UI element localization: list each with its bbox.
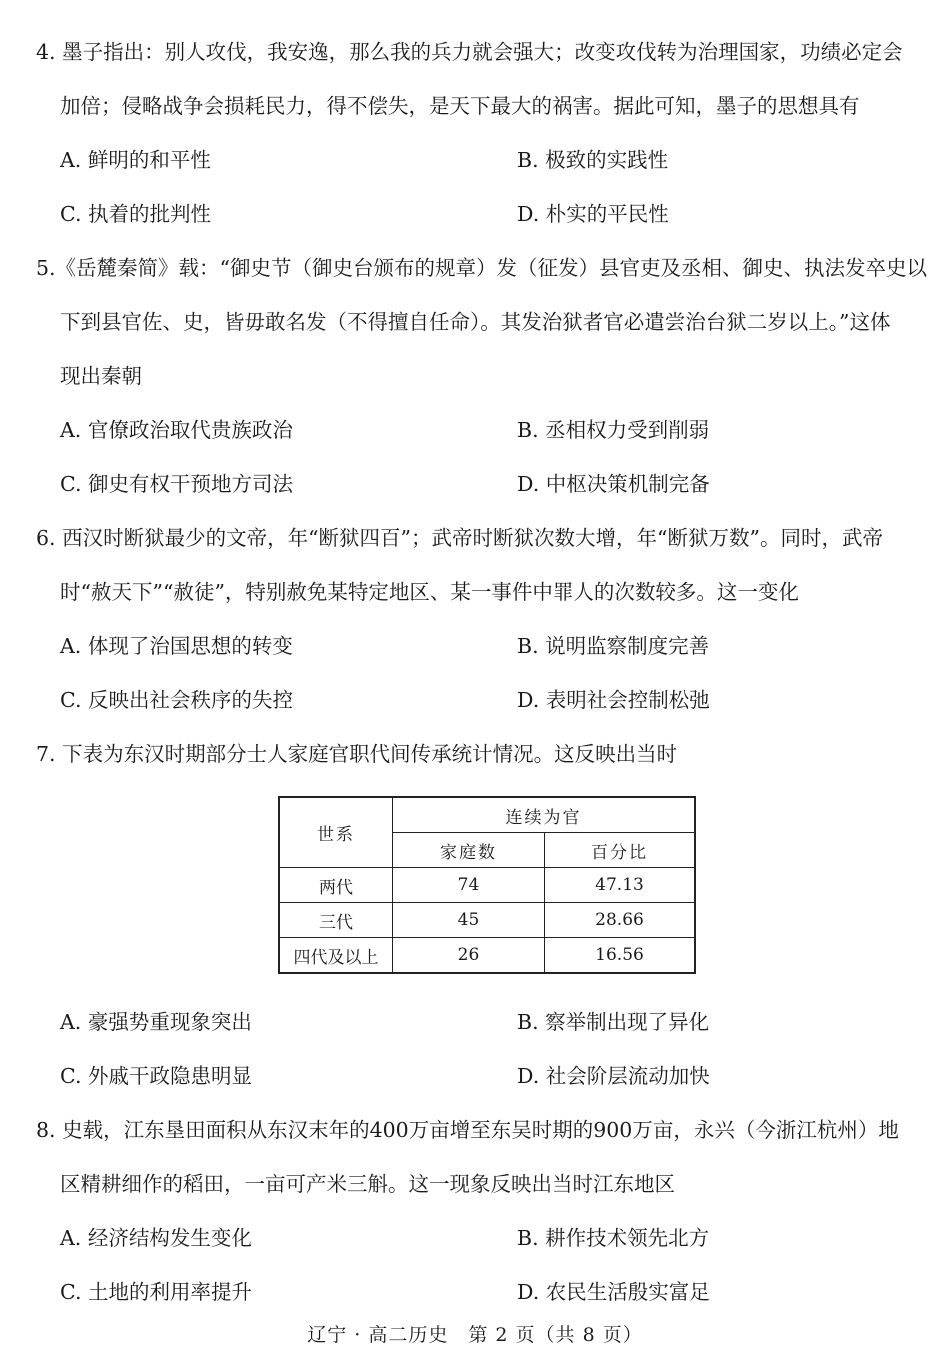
cell-generation: 三代 bbox=[279, 903, 393, 938]
q8-option-d: D. 农民生活殷实富足 bbox=[517, 1280, 710, 1304]
q4-option-d: D. 朴实的平民性 bbox=[517, 202, 669, 226]
q8-option-b: B. 耕作技术领先北方 bbox=[517, 1226, 710, 1250]
q7-option-c: C. 外戚干政隐患明显 bbox=[60, 1064, 252, 1088]
q4-option-a: A. 鲜明的和平性 bbox=[60, 148, 211, 172]
q8-stem-line1: 8. 史载，江东垦田面积从东汉末年的400万亩增至东吴时期的900万亩，永兴（今浙江杭州）地 bbox=[36, 1118, 899, 1142]
q5-option-b: B. 丞相权力受到削弱 bbox=[517, 418, 710, 442]
q8-stem-line2: 区精耕细作的稻田，一亩可产米三斛。这一现象反映出当时江东地区 bbox=[60, 1172, 675, 1196]
q6-option-d: D. 表明社会控制松弛 bbox=[517, 688, 710, 712]
q7-option-b: B. 察举制出现了异化 bbox=[517, 1010, 710, 1034]
header-continuous-office: 连续为官 bbox=[393, 797, 696, 833]
q6-option-c: C. 反映出社会秩序的失控 bbox=[60, 688, 293, 712]
q5-stem-line3: 现出秦朝 bbox=[60, 364, 142, 388]
q5-option-a: A. 官僚政治取代贵族政治 bbox=[60, 418, 293, 442]
q5-option-d: D. 中枢决策机制完备 bbox=[517, 472, 710, 496]
header-family-count: 家庭数 bbox=[393, 833, 545, 868]
q7-option-a: A. 豪强势重现象突出 bbox=[60, 1010, 252, 1034]
cell-families: 26 bbox=[393, 938, 545, 974]
cell-generation: 四代及以上 bbox=[279, 938, 393, 974]
q4-stem-line2: 加倍；侵略战争会损耗民力，得不偿失，是天下最大的祸害。据此可知，墨子的思想具有 bbox=[60, 94, 860, 118]
official-succession-table bbox=[278, 796, 696, 974]
q4-option-c: C. 执着的批判性 bbox=[60, 202, 211, 226]
q7-stem-line1: 7. 下表为东汉时期部分士人家庭官职代间传承统计情况。这反映出当时 bbox=[36, 742, 678, 766]
cell-families: 74 bbox=[393, 868, 545, 903]
q5-option-c: C. 御史有权干预地方司法 bbox=[60, 472, 293, 496]
q8-option-a: A. 经济结构发生变化 bbox=[60, 1226, 252, 1250]
cell-percent: 47.13 bbox=[545, 868, 696, 903]
table-row bbox=[279, 903, 695, 938]
q4-option-b: B. 极致的实践性 bbox=[517, 148, 669, 172]
header-percentage: 百分比 bbox=[545, 833, 696, 868]
table-row bbox=[279, 868, 695, 903]
cell-families: 45 bbox=[393, 903, 545, 938]
cell-percent: 16.56 bbox=[545, 938, 696, 974]
cell-generation: 两代 bbox=[279, 868, 393, 903]
q8-option-c: C. 土地的利用率提升 bbox=[60, 1280, 252, 1304]
cell-percent: 28.66 bbox=[545, 903, 696, 938]
header-generation: 世系 bbox=[279, 797, 393, 868]
q5-stem-line2: 下到县官佐、史，皆毋敢名发（不得擅自任命）。其发治狱者官必遣尝治台狱二岁以上。”这体 bbox=[60, 310, 891, 334]
q6-stem-line1: 6. 西汉时断狱最少的文帝，年“断狱四百”；武帝时断狱次数大增，年“断狱万数”。同时，武帝 bbox=[36, 526, 883, 550]
table-row bbox=[279, 938, 695, 974]
q7-option-d: D. 社会阶层流动加快 bbox=[517, 1064, 710, 1088]
q5-stem-line1: 5.《岳麓秦简》载：“御史节（御史台颁布的规章）发（征发）县官吏及丞相、御史、执法发卒史以 bbox=[36, 256, 928, 280]
q6-option-b: B. 说明监察制度完善 bbox=[517, 634, 710, 658]
q4-stem-line1: 4. 墨子指出：别人攻伐，我安逸，那么我的兵力就会强大；改变攻伐转为治理国家，功绩必定会 bbox=[36, 40, 903, 64]
page-footer: 辽宁 · 高二历史 第 2 页（共 8 页） bbox=[307, 1324, 643, 1346]
q6-stem-line2: 时“赦天下”“赦徒”，特别赦免某特定地区、某一事件中罪人的次数较多。这一变化 bbox=[60, 580, 799, 604]
q6-option-a: A. 体现了治国思想的转变 bbox=[60, 634, 293, 658]
